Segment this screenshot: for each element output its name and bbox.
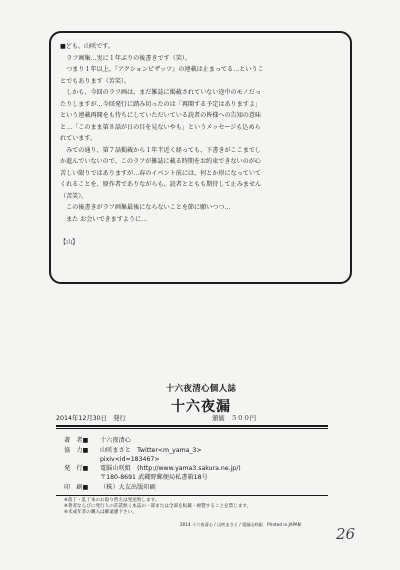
credit-cooperation-pixiv <box>64 455 160 464</box>
credit-label: 著 者■ <box>64 437 89 444</box>
price: 頒価 ５００円 <box>212 415 257 422</box>
afterword-line: つまり１年以上、『アクションピザッツ』の連載は止まってる…というこ <box>60 66 264 73</box>
credit-value: 〒180-8691 武蔵野郵便局私書箱18号 <box>100 474 208 481</box>
note-line: ※落丁・乱丁本のお取り替えは発送致します。 <box>64 498 160 503</box>
divider-thin <box>56 428 328 429</box>
credit-cooperation <box>64 446 202 455</box>
credit-publisher-address <box>64 473 208 482</box>
afterword-line: 苦しい限りではありますが…春のイベント前には、何とか形になっていて <box>60 169 261 177</box>
afterword-line: （苦笑）。 <box>60 192 88 200</box>
afterword-line: ラフ画集…実に１年ぶりの後書きです（笑）。 <box>60 54 191 62</box>
afterword-line: という連載再開をも待ちにしていただいている読者の皆様への告知の意味 <box>60 112 261 119</box>
colophon-title: 十六夜漏 <box>171 399 231 415</box>
credit-value: 山咲まさと Twitter<m_yama_3> <box>100 447 202 454</box>
afterword-line: くれることを、原作者でありながらも、読者とともも期待して止みません <box>60 181 261 188</box>
divider-thick <box>56 425 328 427</box>
afterword-line: ■ども、山咲です。 <box>60 43 114 50</box>
copyright-footer: 2014 十六夜清心 / 山咲まさと / 電脳山咲組 Printed in JAPAN <box>180 522 301 527</box>
credit-label: 印 刷■ <box>64 484 89 491</box>
afterword-line: しかも、今回のラフ画は、まだ雑誌に掲載されていない途中のモノだっ <box>60 89 261 96</box>
note-line: ※未成年者の購入は御遠慮下さい。 <box>64 510 137 515</box>
credit-value: 電脳山咲組 (http://www.yama3.sakura.ne.jp/) <box>100 465 241 472</box>
afterword-line: と…「このまま第８話が日の目を見ないやも」というメッセージも込めら <box>60 123 261 131</box>
credit-value: 十六夜清心 <box>100 437 131 444</box>
divider-bottom <box>56 495 328 496</box>
afterword-line: れています。 <box>60 135 97 142</box>
credit-label: 発 行■ <box>64 465 89 472</box>
credit-publisher <box>64 464 241 473</box>
credit-author <box>64 436 131 445</box>
afterword-line: この後書きがラフ画集最後にならないことを節に願いつつ… <box>60 204 231 211</box>
credit-value: pixiv<id=183467> <box>100 456 160 463</box>
credit-value: （株）大友出版印刷 <box>100 484 156 491</box>
afterword-line: みての通り、第７話掲載から１年半近く経っても、下書きがここまでし <box>60 146 261 154</box>
publication-info-row <box>56 414 328 424</box>
credit-printer <box>64 483 156 492</box>
page-number: 26 <box>336 525 356 543</box>
credit-label: 協 力■ <box>64 447 89 454</box>
afterword-line <box>60 225 340 237</box>
afterword-line: たりしますが…今回発行に踏み切ったのは「再開する予定はありますよ」 <box>60 100 261 108</box>
afterword-line: とでもあります（苦笑）。 <box>60 77 131 85</box>
afterword-box <box>49 31 352 284</box>
note-line: ※著者ならびに発行人の許諾無く本誌の一部または全部を転載・複製することを禁じます。 <box>64 504 252 509</box>
afterword-line: 【山】 <box>60 238 79 246</box>
colophon-subtitle: 十六夜清心個人誌 <box>165 384 237 394</box>
afterword-line: また お会いできますように… <box>60 215 148 223</box>
afterword-line: か進んでいないので、このラフが雑誌に載る時期をお約束できないのが心 <box>60 158 261 165</box>
colophon-header <box>56 382 346 416</box>
publication-date: 2014年12月30日 発行 <box>56 415 126 422</box>
